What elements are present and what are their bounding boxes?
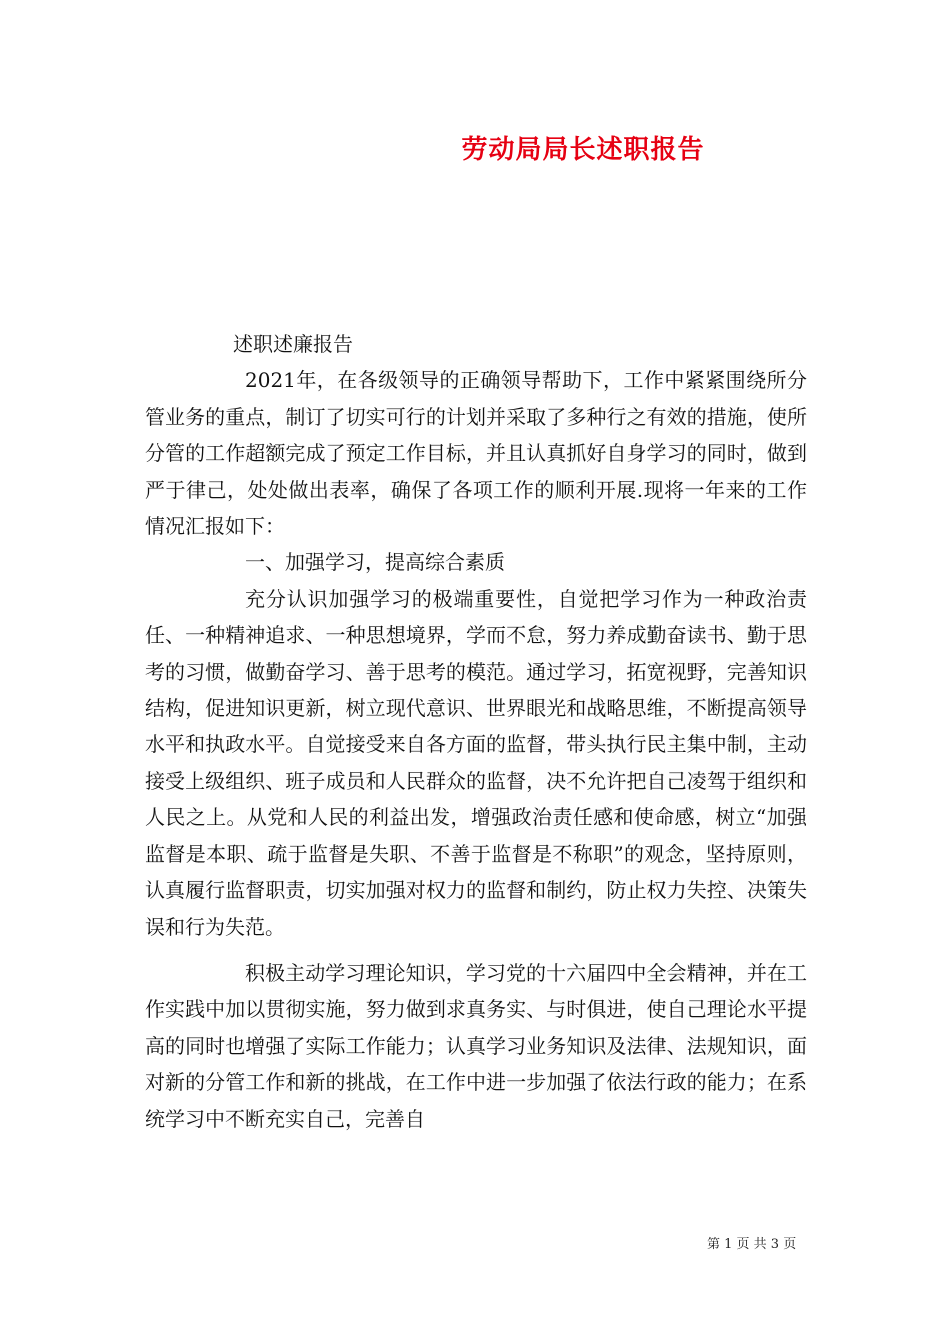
document-body xyxy=(145,326,807,1137)
page-footer: 第 1 页 共 3 页 xyxy=(707,1237,797,1252)
paragraph-theory: 积极主动学习理论知识，学习党的十六届四中全会精神，并在工作实践中加以贯彻实施，努力做到求真务实、与时俱进，使自己理论水平提高的同时也增强了实际工作能力；认真学习业务知识及法律、法规知识，面对新的分管工作和新的挑战，在工作中进一步加强了依法行政的能力；在系统学习中不断充实自己，完善自 xyxy=(145,960,807,1131)
paragraph-study: 充分认识加强学习的极端重要性，自觉把学习作为一种政治责任、一种精神追求、一种思想境界，学而不怠，努力养成勤奋读书、勤于思考的习惯，做勤奋学习、善于思考的模范。通过学习，拓宽视野，完善知识结构，促进知识更新，树立现代意识、世界眼光和战略思维，不断提高领导水平和执政水平。自觉接受来自各方面的监督，带头执行民主集中制，主动接受上级组织、班子成员和人民群众的监督，决不允许把自己凌驾于组织和人民之上。从党和人民的利益出发，增强政治责任感和使命感，树立“加强监督是本职、疏于监督是失职、不善于监督是不称职”的观念，坚持原则，认真履行监督职责，切实加强对权力的监督和制约，防止权力失控、决策失误和行为失范。 xyxy=(145,586,807,939)
document-subtitle: 述职述廉报告 xyxy=(233,332,353,356)
paragraph-intro: 2021年，在各级领导的正确领导帮助下，工作中紧紧围绕所分管业务的重点，制订了切实可行的计划并采取了多种行之有效的措施，使所分管的工作超额完成了预定工作目标，并且认真抓好自身学习的同时，做到严于律己，处处做出表率，确保了各项工作的顺利开展.现将一年来的工作情况汇报如下： xyxy=(145,368,807,539)
document-title: 劳动局局长述职报告 xyxy=(461,135,705,165)
section-heading: 一、加强学习，提高综合素质 xyxy=(245,550,505,575)
